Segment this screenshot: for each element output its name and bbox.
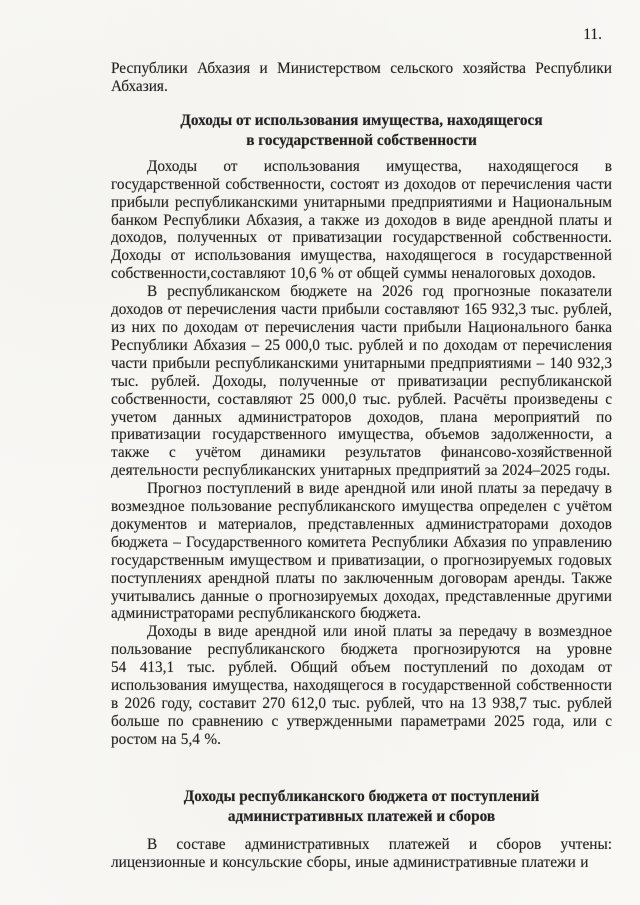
section2-paragraph-1: В составе административных платежей и сборов учтены: лицензионные и консульские сборы, иные административные платежи и	[111, 836, 612, 871]
section2-heading-line1: Доходы республиканского бюджета от поступлений	[183, 788, 540, 805]
section1-heading-line1: Доходы от использования имущества, находящегося	[180, 111, 543, 129]
section1-body	[111, 158, 612, 749]
section2-heading-line2: административных платежей и сборов	[227, 808, 496, 825]
section1-paragraph-2: В республиканском бюджете на 2026 год прогнозные показатели доходов от перечисления части прибыли составляют 165 932,3 тыс. рублей, из них по доходам от перечисления части прибыли Национального банка Республики Абхазия – 25 000,0 тыс. рублей и по доходам от перечисления части прибыли республиканскими унитарными предприятиями – 140 932,3 тыс. рублей. Доходы, полученные от приватизации республиканской собственности, составляют 25 000,0 тыс. рублей. Расчёты произведены с учетом данных администраторов доходов, плана мероприятий по приватизации государственного имущества, объемов задолженности, а также с учётом динамики результатов финансово-хозяйственной деятельности республиканских унитарных предприятий за 2024–2025 годы.	[111, 283, 612, 480]
section2-heading	[111, 787, 612, 827]
section1-paragraph-4: Доходы в виде арендной или иной платы за передачу в возмездное пользование республиканского бюджета прогнозируются на уровне 54 413,1 тыс. рублей. Общий объем поступлений по доходам от использования имущества, находящегося в государственной собственности в 2026 году, составит 270 612,0 тыс. рублей, что на 13 938,7 тыс. рублей больше по сравнению с утвержденными параметрами 2025 года, или с ростом на 5,4 %.	[111, 623, 612, 748]
section1-paragraph-1: Доходы от использования имущества, находящегося в государственной собственности, состоят из доходов от перечисления части прибыли республиканскими унитарными предприятиями и Национальным банком Республики Абхазия, а также из доходов в виде арендной платы и доходов, полученных от приватизации государственной собственности. Доходы от использования имущества, находящегося в государственной собственности,составляют 10,6 % от общей суммы неналоговых доходов.	[111, 157, 612, 283]
page-number: 11.	[583, 26, 602, 43]
section1-heading	[111, 111, 612, 151]
section1-paragraph-3: Прогноз поступлений в виде арендной или иной платы за передачу в возмездное пользование республиканского имущества определен с учётом документов и материалов, представленных администраторами доходов бюджета – Государственного комитета Республики Абхазия по управлению государственным имуществом и приватизации, о прогнозируемых годовых поступлениях арендной платы по заключенным договорам аренды. Также учитывались данные о прогнозируемых доходах, представленные другими администраторами республиканского бюджета.	[111, 480, 612, 623]
intro-paragraph: Республики Абхазия и Министерством сельского хозяйства Республики Абхазия.	[111, 60, 612, 95]
section1-heading-line2: в государственной собственности	[246, 131, 477, 149]
page-content	[111, 60, 612, 749]
section2	[111, 787, 612, 872]
